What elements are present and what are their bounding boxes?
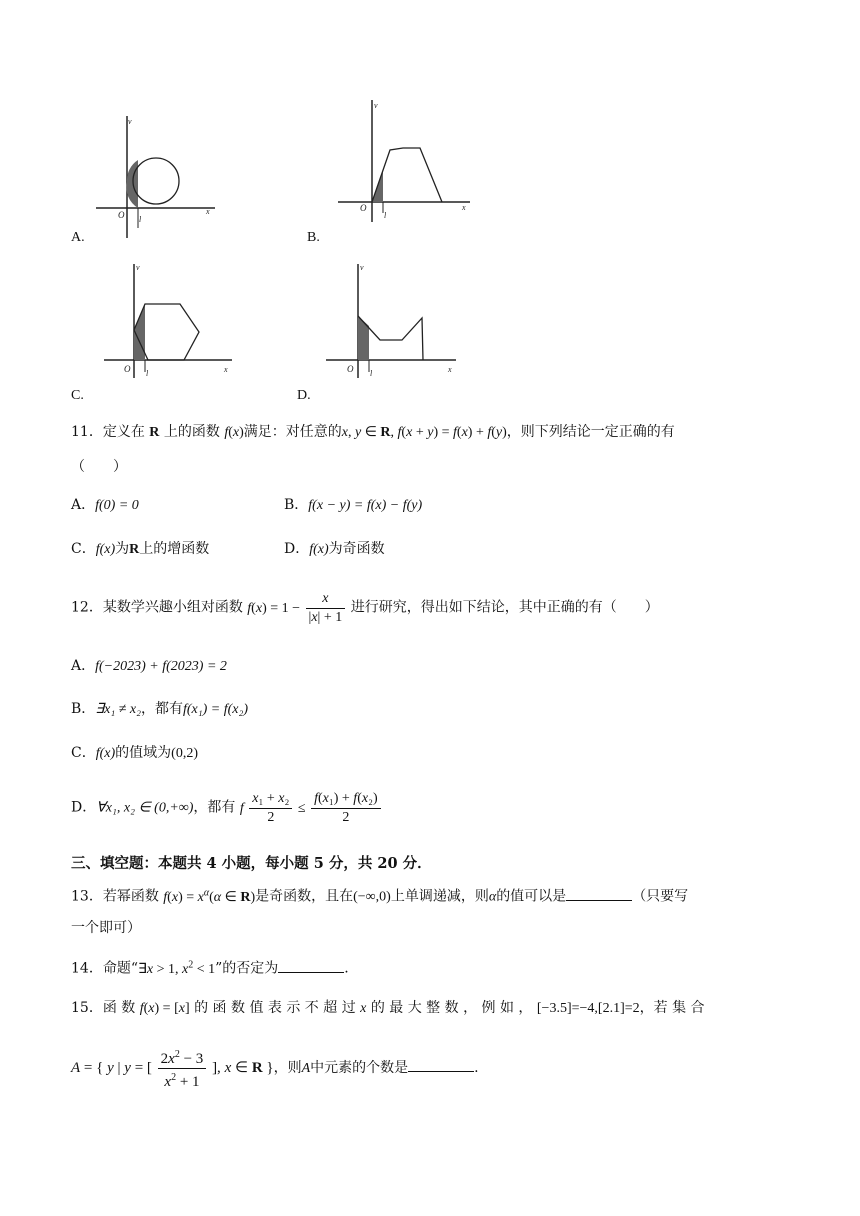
q13-number: 13． <box>71 888 103 905</box>
q15-fx: f(x) = [x] <box>139 1001 190 1016</box>
q15-a: A <box>301 1060 311 1076</box>
q11-option-c <box>71 538 209 558</box>
q11-vars: x <box>341 425 348 440</box>
q15-text-5: ，则 <box>273 1059 302 1076</box>
q15-text-6: 中元素的个数是 <box>310 1059 409 1076</box>
q12-option-b-eq: f(x₁) = f(x₂) <box>183 702 249 717</box>
graph-b <box>330 98 475 228</box>
q13-formula: $f(x) = x^\alpha(\alpha$ ∈ R) <box>163 887 256 905</box>
graph-a-label: A. <box>71 230 85 245</box>
q14-text-2: ”的否定为 <box>215 960 279 977</box>
q11-option-a-label: A． <box>71 497 96 513</box>
graph-b-origin: O <box>360 203 367 213</box>
q12-option-b-label: B． <box>71 701 96 717</box>
graph-b-tick: l <box>384 211 387 220</box>
q12-formula: f(x) = 1 − $\frac{x}{|x| + 1}$ <box>247 601 350 616</box>
q11-option-d <box>284 538 385 558</box>
q12-fraction: $\frac{x}{|x| + 1}$ <box>306 590 346 627</box>
q13-stem <box>71 883 688 908</box>
q12-option-d-cond: ∀x₁, x₂ ∈ (0,+∞) <box>96 800 194 816</box>
q11-paren: （ ） <box>71 459 127 475</box>
graph-c-tick: l <box>146 369 149 378</box>
graph-d-svg <box>322 260 462 385</box>
q12-option-b-cond: ∃x₁ ≠ x₂ <box>95 702 141 717</box>
graph-b-y-label: v <box>374 101 378 110</box>
q13-text-2: 是奇函数，且在 <box>255 888 354 905</box>
graph-b-x-label: x <box>462 203 466 212</box>
q12-option-b-text: ，都有 <box>141 701 183 717</box>
graph-c-svg <box>100 260 235 385</box>
q12-option-b <box>71 698 248 718</box>
graph-a-svg <box>90 110 220 245</box>
q13-text-5: （只要写 <box>632 888 689 905</box>
q12-stem <box>71 590 659 627</box>
q12-option-d-inequality: f $\frac{\text{x₁ + x₂}}{2}$ ≤ $\frac{\text{f(x₁) + f(x₂)}}{2}$ <box>240 801 383 816</box>
q11-text-1: 定义在 <box>102 424 145 440</box>
q13-text-1: 若幂函数 <box>102 888 159 905</box>
q15-text-2: 的 函 数 值 表 示 不 超 过 <box>194 1000 356 1016</box>
q11-number: 11． <box>71 424 103 440</box>
q12-number: 12． <box>71 599 103 616</box>
q11-option-a <box>71 494 139 514</box>
graph-b-label: B. <box>307 230 320 245</box>
section-3-heading: 三、填空题：本题共 4 小题，每小题 5 分，共 20 分． <box>71 855 432 872</box>
q13-text-3: 上单调递减，则 <box>390 888 489 905</box>
q12-option-d <box>71 790 383 827</box>
q15-answer-blank[interactable] <box>408 1057 474 1072</box>
q15-text-4: ，若 集 合 <box>639 1000 705 1016</box>
graph-c-x-label: x <box>224 365 228 374</box>
q15-text-7: . <box>474 1059 479 1076</box>
q11-text-2: 上的函数 <box>163 424 220 440</box>
q12-option-c <box>71 742 198 762</box>
q11-option-b <box>284 494 422 514</box>
graph-d-y-label: v <box>360 263 364 272</box>
q14-text-1: 命题“ <box>102 960 138 977</box>
q11-text-4: ，则下列结论一定正确的有 <box>506 424 675 440</box>
q14-stem <box>71 955 349 980</box>
q11-option-a-text: f(0) = 0 <box>95 498 139 513</box>
graph-d-tick: l <box>370 369 373 378</box>
q13-alpha: α <box>488 889 497 905</box>
q12-option-c-text: 的值域为 <box>115 745 172 761</box>
q14-number: 14． <box>71 960 103 977</box>
q11-option-d-label: D． <box>284 541 310 557</box>
graph-a-origin: O <box>118 210 125 220</box>
q12-option-c-fx: f(x) <box>95 746 116 761</box>
graph-a-tick: l <box>139 215 142 224</box>
q15-text-3: 的 最 大 整 数 ， 例 如 ， <box>370 1000 533 1016</box>
q12-option-a-text: f(−2023) + f(2023) = 2 <box>95 659 227 674</box>
q11-option-c-fx: f(x) <box>95 542 116 557</box>
q11-option-b-label: B． <box>284 497 309 513</box>
q11-option-d-fx: f(x) <box>309 542 329 557</box>
graph-a-y-label: v <box>128 117 132 126</box>
q13-answer-blank[interactable] <box>566 886 632 901</box>
q11-option-c-text-2: 上的增函数 <box>139 541 210 557</box>
q11-option-b-text: f(x − y) = f(x) − f(y) <box>308 498 423 513</box>
q12-text-2: 进行研究，得出如下结论，其中正确的有（ ） <box>350 599 659 616</box>
graph-b-svg <box>330 98 475 228</box>
graph-d-x-label: x <box>448 365 452 374</box>
q14-text-3: . <box>344 960 349 977</box>
q12-option-a-label: A． <box>71 658 96 674</box>
q12-option-a <box>71 655 227 675</box>
q14-proposition: ∃x > 1, $x^2 < 1$ <box>138 959 216 977</box>
q13-stem-cont: 一个即可） <box>71 920 141 936</box>
q12-option-c-label: C． <box>71 745 96 761</box>
q11-option-c-text-1: 为 <box>115 541 130 557</box>
q11-set-r: R <box>149 425 160 440</box>
q11-fx-arg: (x) <box>228 425 244 440</box>
q14-answer-blank[interactable] <box>278 958 344 973</box>
graph-d-label: D. <box>297 388 311 403</box>
graph-d-origin: O <box>347 364 354 374</box>
q12-text-1: 某数学兴趣小组对函数 <box>102 599 243 616</box>
q15-text-1: 函 数 <box>102 1000 136 1016</box>
q15-x: x <box>360 1001 367 1016</box>
q11-option-c-set: R <box>129 542 140 557</box>
q11-fx: f <box>224 425 229 440</box>
q12-option-c-range: (0,2) <box>171 746 198 761</box>
q11-option-c-label: C． <box>71 541 96 557</box>
graph-d <box>322 260 462 385</box>
q12-option-d-label: D． <box>71 799 97 816</box>
q15-number: 15． <box>71 1000 103 1016</box>
graph-c-label: C. <box>71 388 84 403</box>
q11-option-d-text: 为奇函数 <box>328 541 385 557</box>
graph-c-y-label: v <box>136 263 140 272</box>
graph-c <box>100 260 235 385</box>
q11-stem: 11．定义在 R 上的函数 f(x)满足：对任意的x, y ∈ R, f(x + y) = f(x) + f(y)，则下列结论一定正确的有 <box>71 424 675 440</box>
q15-stem <box>71 998 705 1019</box>
q13-text-4: 的值可以是 <box>496 888 567 905</box>
graph-c-origin: O <box>124 364 131 374</box>
graph-a-x-label: x <box>206 207 210 216</box>
q13-interval: (−∞,0) <box>353 889 391 905</box>
q15-set-def: A = { y | y = [ $\frac{2x^2 - 3}{x^2 + 1}$ ], x ∈ R } <box>71 1060 274 1076</box>
q11-text-3: 满足：对任意的 <box>243 424 342 440</box>
q15-stem-cont <box>71 1046 479 1091</box>
graph-a <box>90 110 220 245</box>
q12-option-d-text: ，都有 <box>193 799 236 816</box>
q15-example: [−3.5]=−4,[2.1]=2 <box>536 1001 640 1016</box>
